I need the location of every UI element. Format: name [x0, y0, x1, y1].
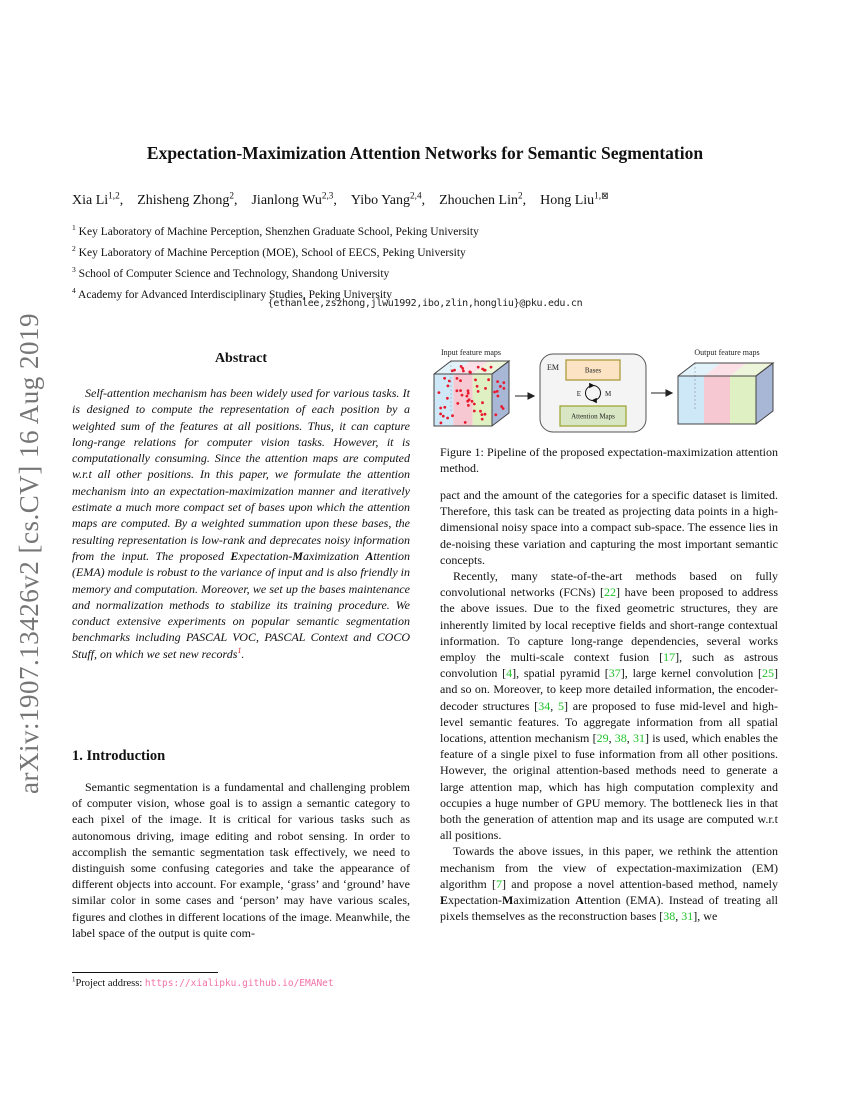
citation-link[interactable]: 25 — [762, 666, 774, 681]
text-segment: ] and propose a novel attention-based method, namely — [501, 876, 779, 891]
text-segment: , — [522, 193, 541, 208]
text-segment: ] is used, which enables the feature of a single pixel to fuse information from all other positions. However, the original attention-based methods need to generate a large attention map, which has high computation complexity and occupies a huge number of GPU memory. The bottleneck lies in that both the generation of attention map and its usage are computed w.r.t all positions. — [440, 731, 779, 843]
text-segment: 2 — [517, 190, 523, 201]
text-segment: xpectation- — [448, 893, 502, 908]
text-segment: , — [608, 731, 615, 746]
introduction-body — [72, 779, 410, 941]
text-segment: E — [440, 893, 449, 908]
text-segment: Xia Li — [72, 193, 109, 208]
citation-link[interactable]: 37 — [608, 666, 621, 681]
text-segment: ], such as astrous convolution [ — [440, 650, 778, 681]
text-segment: Jianlong Wu — [251, 193, 322, 208]
affiliation-2 — [72, 243, 778, 264]
output-feature-maps-label: Output feature maps — [694, 348, 760, 357]
text-segment: ], spatial pyramid [ — [512, 666, 609, 681]
text-segment: Recently, many state-of-the-art methods based on fully convolutional networks (FCNs) [ — [440, 569, 778, 600]
text-segment: Self-attention mechanism has been widely used for various tasks. It is designed to compute the representation of each position by a weighted sum of the features at all positions. Thus, it can capture long-range relations for computer vision tasks. However, it is computationally consuming. Since the attention maps are computed w.r.t all other positions. In this paper, we formulate the attention mechanism into an expectation-maximization manner and iteratively estimate a much more compact set of bases upon which the attention maps are computed. By a weighted summation upon these bases, the resulting representation is low-rank and deprecates noisy information from the input. The proposed — [72, 386, 410, 563]
paragraph — [440, 568, 778, 843]
text-segment: , — [550, 698, 558, 713]
text-segment: Zhouchen Lin — [439, 193, 518, 208]
text-segment: ], we — [693, 909, 718, 924]
text-segment: pact and the amount of the categories for a specific dataset is limited. Therefore, this task can be treated as projecting data points in a high-dimensional noisy space into a compact sub-space. The essence lies in de-noising these variation and capturing the most important semantic concepts. — [440, 488, 778, 567]
footnote-marker: 1 — [72, 976, 76, 984]
text-segment: aximization — [303, 548, 366, 563]
right-column — [440, 487, 778, 924]
text-segment: 4 — [72, 286, 76, 296]
attention-maps-label: Attention Maps — [571, 412, 615, 421]
figure-1 — [430, 346, 778, 443]
text-segment: Academy for Advanced Interdisciplinary Studies, Peking University — [75, 289, 392, 301]
text-segment: , — [626, 731, 634, 746]
footnote — [72, 972, 410, 991]
text-segment: , — [233, 193, 252, 208]
text-segment: ], large kernel convolution [ — [620, 666, 762, 681]
email-line: {ethanlee,zszhong,jlwu1992,ibo,zlin,hongliu}@pku.edu.cn — [267, 298, 583, 309]
author-line — [72, 190, 778, 209]
text-segment: , — [119, 193, 138, 208]
citation-link[interactable]: 29 — [596, 731, 609, 746]
section-heading-introduction: 1. Introduction — [72, 748, 166, 764]
paragraph — [72, 779, 410, 941]
text-segment: , — [675, 909, 682, 924]
paragraph — [72, 385, 410, 662]
text-segment: Hong Liu — [540, 193, 595, 208]
text-segment: aximization — [513, 893, 576, 908]
text-segment: , — [333, 193, 351, 208]
paragraph — [72, 977, 410, 991]
text-segment: . — [241, 646, 245, 661]
text-segment: Yibo Yang — [350, 193, 411, 208]
text-segment: , — [421, 193, 440, 208]
text-segment: A — [575, 893, 584, 908]
text-segment: Zhisheng Zhong — [137, 193, 230, 208]
text-segment: 1 — [72, 223, 76, 233]
input-feature-maps-label: Input feature maps — [441, 348, 501, 357]
text-segment: ] are proposed to fuse mid-level and high-level semantic features. To aggregate information from all spatial locations, attention mechanism [ — [440, 698, 779, 746]
m-step-label: M — [605, 390, 612, 398]
e-step-label: E — [576, 390, 581, 398]
citation-link[interactable]: 38 — [614, 731, 627, 746]
text-segment: A — [365, 548, 374, 563]
citation-link[interactable]: 17 — [663, 650, 676, 665]
text-segment: Towards the above issues, in this paper, we rethink the attention mechanism from the view of expectation-maximization (EM) algorithm [ — [440, 844, 778, 891]
text-segment: 2 — [229, 190, 234, 201]
citation-link[interactable]: 4 — [506, 666, 513, 681]
footnote-ref[interactable]: 1 — [237, 645, 242, 655]
citation-link[interactable]: 31 — [681, 909, 694, 924]
citation-link[interactable]: 5 — [557, 698, 564, 713]
output-cube — [678, 363, 773, 424]
citation-link[interactable]: 38 — [663, 909, 676, 924]
citation-link[interactable]: 31 — [633, 731, 646, 746]
abstract-heading: Abstract — [214, 351, 268, 366]
arxiv-watermark: arXiv:1907.13426v2 [cs.CV] 16 Aug 2019 — [14, 313, 44, 794]
text-segment: Semantic segmentation is a fundamental and challenging problem of computer vision, whose goal is to assign a semantic category to each pixel of the image. It is critical for various tasks such as autonomous driving, image editing and robot sensing. In order to accomplish the semantic segmentation task effectively, we need to distinguish some confusing categories and take the appearance of different objects into account. For example, ‘grass’ and ‘ground’ have similar color in some cases and ‘person’ may have various scales, figures and clothes in different locations of the image. Meanwhile, the label space of the output is quite com- — [72, 780, 410, 940]
figure-1-diagram — [430, 346, 778, 441]
abstract-body — [72, 385, 410, 662]
text-segment: ] and so on. Moreover, to keep more detailed information, the encoder-decoder structures [ — [440, 666, 778, 713]
citation-link[interactable]: 7 — [495, 876, 502, 891]
text-segment: ttention (EMA). Instead of treating all pixels themselves as the reconstruction bases [ — [440, 893, 778, 924]
text-segment: Key Laboratory of Machine Perception, Shenzhen Graduate School, Peking University — [75, 226, 479, 238]
text-segment: ttention (EMA) module is robust to the variance of input and is also friendly in memory and computation. Moreover, we set up the bases maintenance and normalization methods to stabilize its training procedure. We conduct extensive experiments on popular semantic segmentation benchmarks including PASCAL VOC, PASCAL Context and COCO Stuff, on which we set new records — [72, 548, 410, 661]
text-segment: 2,3 — [321, 190, 334, 201]
paragraph — [440, 487, 778, 568]
em-label: EM — [547, 363, 559, 372]
affiliation-1 — [72, 222, 778, 243]
text-segment: xpectation- — [238, 548, 293, 563]
text-segment: 2,4 — [410, 190, 422, 201]
citation-link[interactable]: 22 — [604, 585, 617, 600]
footnote-text — [72, 977, 410, 991]
text-segment: 1,⊠ — [594, 190, 609, 201]
affiliations-block — [72, 222, 778, 306]
text-segment: 1,2 — [108, 190, 120, 201]
text-segment: Project address: — [75, 978, 145, 989]
em-module — [540, 354, 646, 432]
text-segment: Key Laboratory of Machine Perception (MOE), School of EECS, Peking University — [75, 247, 466, 259]
project-url-link[interactable]: https://xialipku.github.io/EMANet — [144, 978, 334, 989]
input-cube — [434, 361, 509, 426]
affiliation-3 — [72, 264, 778, 285]
text-segment: M — [292, 548, 303, 563]
text-segment: 2 — [72, 244, 76, 254]
footnote-rule — [72, 972, 218, 973]
text-segment: M — [502, 893, 514, 908]
paragraph — [440, 843, 778, 924]
paper-title: Expectation-Maximization Attention Networks for Semantic Segmentation — [146, 143, 704, 163]
figure-1-caption: Figure 1: Pipeline of the proposed expectation-maximization attention method. — [440, 445, 778, 476]
text-segment: E — [230, 548, 239, 563]
text-segment: 3 — [72, 265, 76, 275]
text-segment: School of Computer Science and Technology, Shandong University — [75, 268, 390, 280]
bases-label: Bases — [584, 366, 602, 375]
citation-link[interactable]: 34 — [538, 698, 551, 713]
author-line — [72, 190, 778, 209]
text-segment: ] have been proposed to address the above issues. Due to the fixed geometric structures, they are inherently limited by local receptive fields and short-range contextual information. To capture long-range dependencies, several works employ the multi-scale context fusion [ — [440, 585, 778, 665]
